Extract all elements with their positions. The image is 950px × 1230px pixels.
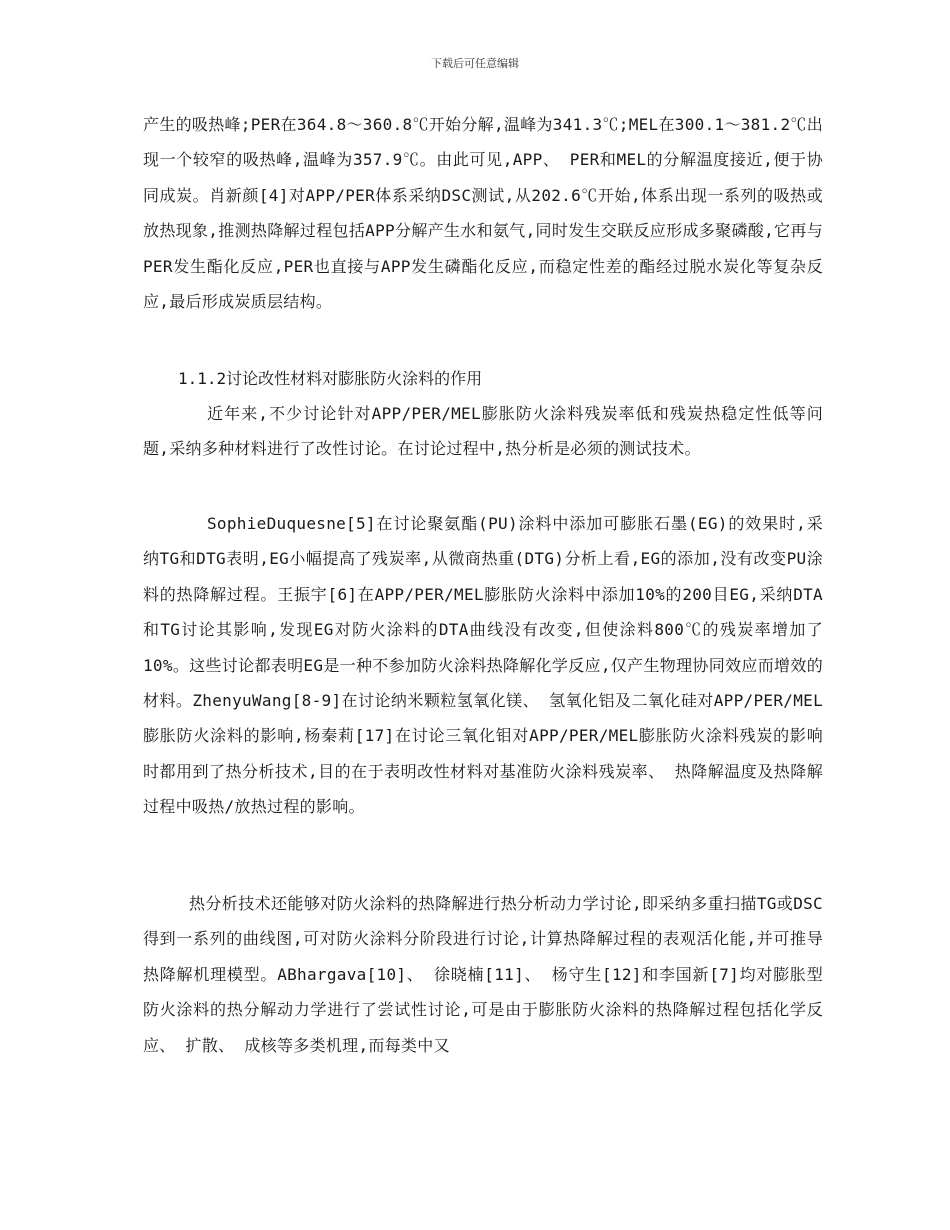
paragraph-kinetics: 热分析技术还能够对防火涂料的热降解进行热分析动力学讨论,即采纳多重扫描TG或DSC得到一系列的曲线图,可对防火涂料分阶段进行讨论,计算热降解过程的表观活化能,并可推导热降解机理模型。ABhargava[10]、 徐晓楠[11]、 杨守生[12]和李国新[7]均对膨胀型防火涂料的热分解动力学进行了尝试性讨论,可是由于膨胀防火涂料的热降解过程包括化学反应、 扩散、 成核等多类机理,而每类中又 bbox=[143, 894, 823, 1055]
paragraph-eg-studies: SophieDuquesne[5]在讨论聚氨酯(PU)涂料中添加可膨胀石墨(EG)的效果时,采纳TG和DTG表明,EG小幅提高了残炭率,从微商热重(DTG)分析上看,EG的添加,没有改变PU涂料的热降解过程。王振宇[6]在APP/PER/MEL膨胀防火涂料中添加10%的200目EG,采纳DTA和TG讨论其影响,发现EG对防火涂料的DTA曲线没有改变,但使涂料800℃的残炭率增加了10%。这些讨论都表明EG是一种不参加防火涂料热降解化学反应,仅产生物理协同效应而增效的材料。ZhenyuWang[8-9]在讨论纳米颗粒氢氧化镁、 氢氧化铝及二氧化硅对APP/PER/MEL膨胀防火涂料的影响,杨秦莉[17]在讨论三氧化钼对APP/PER/MEL膨胀防火涂料残炭的影响时都用到了热分析技术,目的在于表明改性材料对基准防火涂料残炭率、 热降解温度及热降解过程中吸热/放热过程的影响。 bbox=[143, 514, 823, 817]
page-header: 下载后可任意编辑 bbox=[431, 57, 519, 70]
section-heading: 1.1.2讨论改性材料对膨胀防火涂料的作用 bbox=[178, 369, 483, 388]
paragraph-dsc-analysis: 产生的吸热峰;PER在364.8～360.8℃开始分解,温峰为341.3℃;MEL在300.1～381.2℃出现一个较窄的吸热峰,温峰为357.9℃。由此可见,APP、 PER和MEL的分解温度接近,便于协同成炭。肖新颜[4]对APP/PER体系采纳DSC测试,从202.6℃开始,体系出现一系列的吸热或放热现象,推测热降解过程包括APP分解产生水和氨气,同时发生交联反应形成多聚磷酸,它再与PER发生酯化反应,PER也直接与APP发生磷酯化反应,而稳定性差的酯经过脱水炭化等复杂反应,最后形成炭质层结构。 bbox=[143, 115, 824, 312]
paragraph-intro-modification: 近年来,不少讨论针对APP/PER/MEL膨胀防火涂料残炭率低和残炭热稳定性低等问题,采纳多种材料进行了改性讨论。在讨论过程中,热分析是必须的测试技术。 bbox=[143, 404, 823, 459]
